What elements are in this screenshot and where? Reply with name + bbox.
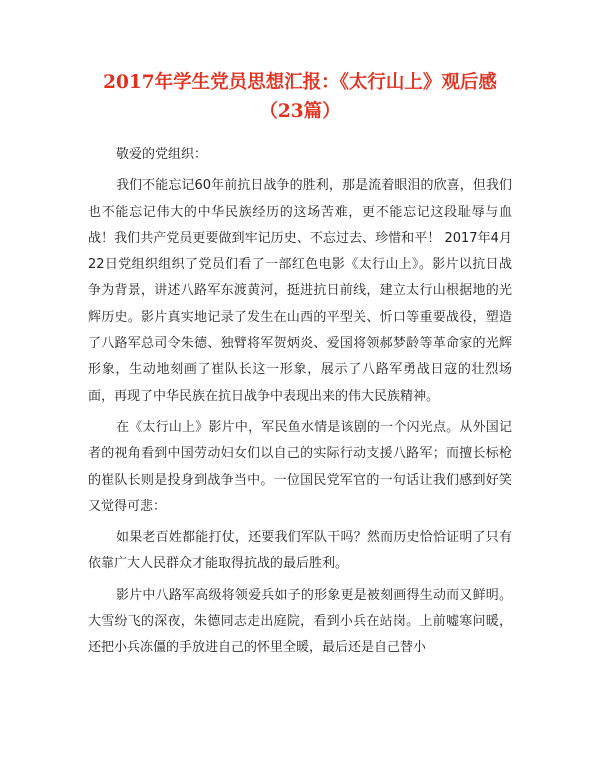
paragraph-2: 在《太行山上》影片中，军民鱼水情是该剧的一个闪光点。从外国记者的视角看到中国劳动妇女们以自己的实际行动支援八路军；而擅长标枪的崔队长则是投身到战争当中。一位国民党军官的一句话让我们感到好笑又觉得可悲： [88, 419, 512, 514]
title-line-1: 2017年学生党员思想汇报：《太行山上》观后感 [103, 72, 497, 93]
greeting: 敬爱的党组织： [116, 147, 208, 162]
paragraph-1: 我们不能忘记60年前抗日战争的胜利，那是流着眼泪的欣喜，但我们也不能忘记伟大的中华民族经历的这场苦难，更不能忘记这段耻辱与血战！我们共产党员更要做到牢记历史、不忘过去、珍惜和平！ 2017年4月22日党组织组织了党员们看了一部红色电影《太行山上》。影片以抗日战争为背景，讲述八路军东渡黄河，挺进抗日前线，建立太行山根据地的光辉历史。影片真实地记录了发生在山西的平型关、忻口等重要战役，塑造了八路军总司令朱德、独臂将军贺炳炎、爱国将领郝梦龄等革命家的光辉形象，生动地刻画了崔队长这一形象，展示了八路军勇战日寇的壮烈场面，再现了中华民族在抗日战争中表现出来的伟大民族精神。 [88, 178, 512, 404]
paragraph-3: 如果老百姓都能打仗，还要我们军队干吗？然而历史恰恰证明了只有依靠广大人民群众才能取得抗战的最后胜利。 [88, 530, 512, 572]
title-line-2: （23篇） [259, 101, 341, 122]
paragraph-4: 影片中八路军高级将领爱兵如子的形象更是被刻画得生动而又鲜明。大雪纷飞的深夜，朱德同志走出庭院，看到小兵在站岗。上前嘘寒问暖，还把小兵冻僵的手放进自己的怀里全暖，最后还是自己替小 [88, 587, 512, 656]
document-body [88, 142, 512, 662]
document-title [40, 68, 560, 126]
